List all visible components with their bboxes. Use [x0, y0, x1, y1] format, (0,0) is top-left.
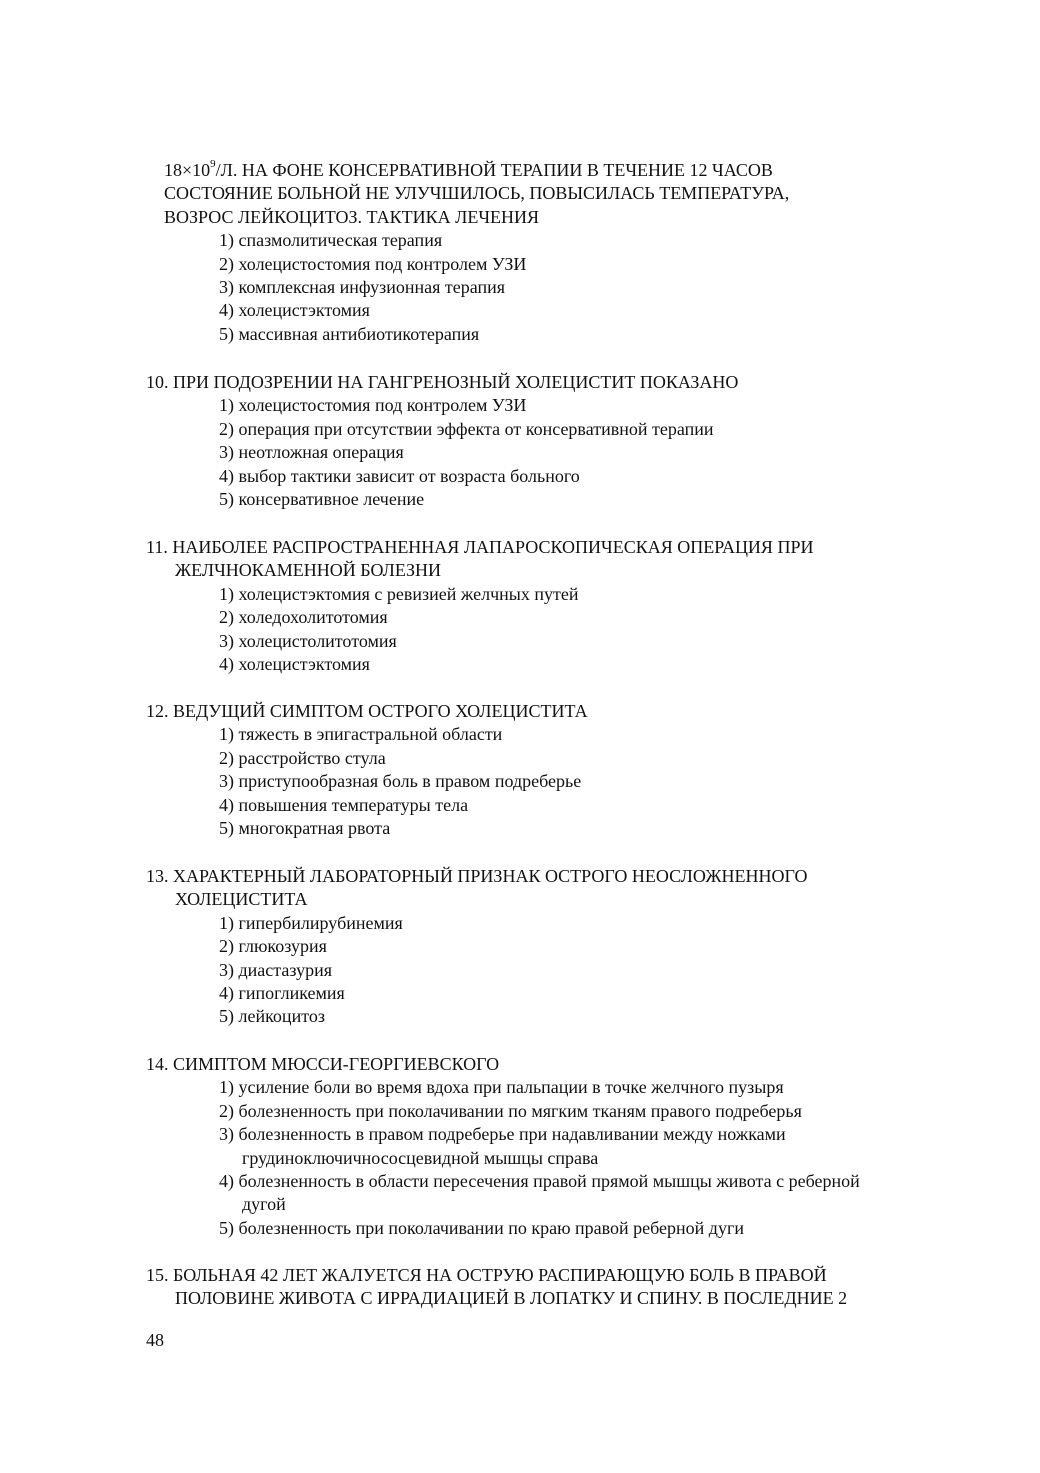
question-10: [146, 371, 966, 511]
question-text-line: ХОЛЕЦИСТИТА: [175, 889, 308, 910]
answer-option: 3) диастазурия: [219, 959, 332, 980]
answer-option: 3) комплексная инфузионная терапия: [219, 277, 506, 298]
answer-option: 1) спазмолитическая терапия: [219, 230, 443, 251]
answer-option: 4) холецистэктомия: [219, 654, 370, 675]
answer-option: 1) холецистэктомия с ревизией желчных путей: [219, 583, 579, 604]
answer-option: 1) гипербилирубинемия: [219, 912, 403, 933]
answer-option: 5) лейкоцитоз: [219, 1006, 325, 1027]
answer-option: 4) холецистэктомия: [219, 300, 370, 321]
question-11: [146, 536, 966, 676]
answer-option: 2) операция при отсутствии эффекта от консервативной терапии: [219, 418, 714, 439]
page-number: 48: [146, 1330, 164, 1350]
question-text-line: ЖЕЛЧНОКАМЕННОЙ БОЛЕЗНИ: [175, 560, 442, 581]
answer-option: 5) массивная антибиотикотерапия: [219, 323, 480, 344]
answer-option: 2) расстройство стула: [219, 747, 386, 768]
question-text-line: 15. БОЛЬНАЯ 42 ЛЕТ ЖАЛУЕТСЯ НА ОСТРУЮ РАСПИРАЮЩУЮ БОЛЬ В ПРАВОЙ: [146, 1265, 827, 1285]
answer-option: 4) выбор тактики зависит от возраста больного: [219, 465, 580, 486]
answer-option: 2) болезненность при поколачивании по мягким тканям правого подреберья: [219, 1100, 802, 1121]
question-text-line: 10. ПРИ ПОДОЗРЕНИИ НА ГАНГРЕНОЗНЫЙ ХОЛЕЦИСТИТ ПОКАЗАНО: [146, 372, 739, 392]
question-15: [146, 1264, 966, 1311]
answer-option-continuation: дугой: [242, 1194, 286, 1215]
answer-option: 3) болезненность в правом подреберье при надавливании между ножками: [219, 1124, 786, 1145]
answer-option-continuation: грудиноключичнососцевидной мышцы справа: [242, 1147, 599, 1168]
question-text-line: ВОЗРОС ЛЕЙКОЦИТОЗ. ТАКТИКА ЛЕЧЕНИЯ: [164, 206, 540, 227]
answer-option: 5) многократная рвота: [219, 818, 391, 839]
question-14: [146, 1053, 966, 1240]
answer-option: 2) холедохолитотомия: [219, 607, 388, 628]
question-13: [146, 865, 966, 1029]
answer-option: 4) гипогликемия: [219, 983, 345, 1004]
answer-option: 3) неотложная операция: [219, 442, 404, 463]
question-text-line: 12. ВЕДУЩИЙ СИМПТОМ ОСТРОГО ХОЛЕЦИСТИТА: [146, 701, 588, 721]
question-9-continuation: [164, 159, 964, 346]
question-text-line: [164, 159, 964, 182]
question-text-line: ПОЛОВИНЕ ЖИВОТА С ИРРАДИАЦИЕЙ В ЛОПАТКУ И СПИНУ. В ПОСЛЕДНИЕ 2: [175, 1288, 848, 1309]
question-text-line: 14. СИМПТОМ МЮССИ-ГЕОРГИЕВСКОГО: [146, 1054, 500, 1074]
answer-option: 5) консервативное лечение: [219, 489, 425, 510]
answer-option: 1) холецистостомия под контролем УЗИ: [219, 395, 527, 416]
question-text-line: 11. НАИБОЛЕЕ РАСПРОСТРАНЕННАЯ ЛАПАРОСКОПИЧЕСКАЯ ОПЕРАЦИЯ ПРИ: [146, 537, 814, 557]
answer-option: 1) тяжесть в эпигастральной области: [219, 724, 503, 745]
answer-option: 3) приступообразная боль в правом подреберье: [219, 771, 582, 792]
answer-option: 2) холецистостомия под контролем УЗИ: [219, 253, 527, 274]
question-text-line: 13. ХАРАКТЕРНЫЙ ЛАБОРАТОРНЫЙ ПРИЗНАК ОСТРОГО НЕОСЛОЖНЕННОГО: [146, 866, 808, 886]
question-text-line: СОСТОЯНИЕ БОЛЬНОЙ НЕ УЛУЧШИЛОСЬ, ПОВЫСИЛАСЬ ТЕМПЕРАТУРА,: [164, 183, 790, 204]
answer-option: 5) болезненность при поколачивании по краю правой реберной дуги: [219, 1217, 744, 1238]
answer-option: 4) болезненность в области пересечения правой прямой мышцы живота с реберной: [219, 1171, 860, 1192]
question-text: /Л. НА ФОНЕ КОНСЕРВАТИВНОЙ ТЕРАПИИ В ТЕЧЕНИЕ 12 ЧАСОВ: [215, 160, 773, 180]
answer-option: 3) холецистолитотомия: [219, 630, 397, 651]
question-12: [146, 700, 966, 840]
answer-option: 2) глюкозурия: [219, 936, 327, 957]
answer-option: 4) повышения температуры тела: [219, 794, 469, 815]
question-text: 18×10: [164, 160, 211, 180]
answer-option: 1) усиление боли во время вдоха при пальпации в точке желчного пузыря: [219, 1077, 784, 1098]
superscript: 9: [210, 158, 216, 170]
